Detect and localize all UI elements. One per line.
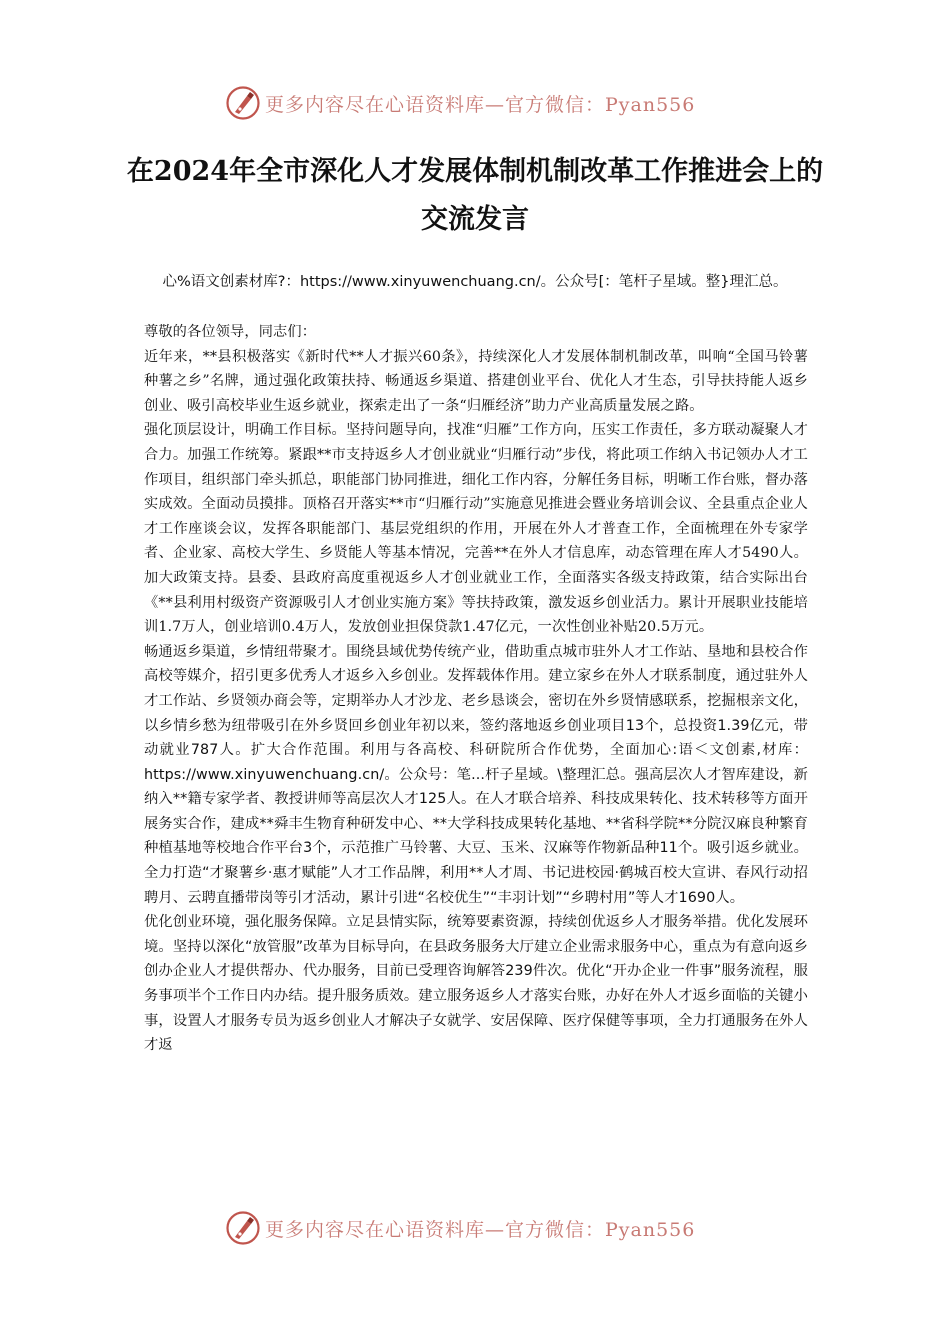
paragraph-top-level-design: 强化顶层设计，明确工作目标。坚持问题导向，找准“归雁”工作方向，压实工作责任，多方联动凝聚人才合力。加强工作统筹。紧跟**市支持返乡人才创业就业“归雁行动”步伐，将此项工作纳入书记领办人才工作项目，组织部门牵头抓总，职能部门协同推进，细化工作内容，分解任务目标，明晰工作台账，督办落实成效。全面动员摸排。顶格召开落实**市“归雁行动”实施意见推进会暨业务培训会议、全县重点企业人才工作座谈会议，发挥各职能部门、基层党组织的作用，开展在外人才普查工作，全面梳理在外专家学者、企业家、高校大学生、乡贤能人等基本情况，完善**在外人才信息库，动态管理在库人才5490人。加大政策支持。县委、县政府高度重视返乡人才创业就业工作，全面落实各级支持政策，结合实际出台《**县利用村级资产资源吸引人才创业实施方案》等扶持政策，激发返乡创业活力。累计开展职业技能培训1.7万人，创业培训0.4万人，发放创业担保贷款1.47亿元，一次性创业补贴20.5万元。 [144, 422, 808, 636]
footer-banner [225, 1206, 725, 1250]
paragraph-intro: 近年来，**县积极落实《新时代**人才振兴60条》，持续深化人才发展体制机制改革，叫响“全国马铃薯种薯之乡”名牌，通过强化政策扶持、畅通返乡渠道、搭建创业平台、优化人才生态，引导扶持能人返乡创业、吸引高校毕业生返乡就业，探索走出了一条“归雁经济”助力产业高质量发展之路。 [144, 348, 808, 414]
pen-nib-logo-icon [225, 85, 261, 121]
pen-nib-logo-icon [225, 1210, 261, 1246]
paragraph-business-environment: 优化创业环境，强化服务保障。立足县情实际，统筹要素资源，持续创优返乡人才服务举措。优化发展环境。坚持以深化“放管服”改革为目标导向，在县政务服务大厅建立企业需求服务中心，重点为有意向返乡创办企业人才提供帮办、代办服务，目前已受理咨询解答239件次。优化“开办企业一件事”服务流程，服务事项半个工作日内办结。提升服务质效。建立服务返乡人才落实台账，办好在外人才返乡面临的关键小事，设置人才服务专员为返乡创业人才解决子女就学、安居保障、医疗保健等事项，全力打通服务在外人才返 [144, 914, 808, 1054]
paragraph-return-channels: 畅通返乡渠道，乡情纽带聚才。围绕县域优势传统产业，借助重点城市驻外人才工作站、垦地和县校合作高校等媒介，招引更多优秀人才返乡入乡创业。发挥载体作用。建立家乡在外人才联系制度，通过驻外人才工作站、乡贤领办商会等，定期举办人才沙龙、老乡恳谈会，密切在外乡贤情感联系，挖掘根亲文化，以乡情乡愁为纽带吸引在外乡贤回乡创业年初以来，签约落地返乡创业项目13个，总投资1.39亿元，带动就业787人。扩大合作范围。利用与各高校、科研院所合作优势，全面加心:语＜文创素,材库：https://www.xinyuwenchuang.cn/。公众号：笔...杆子星域。\整理汇总。强高层次人才智库建设，新纳入**籍专家学者、教授讲师等高层次人才125人。在人才联合培养、科技成果转化、技术转移等方面开展务实合作，建成**舜丰生物育种研发中心、**大学科技成果转化基地、**省科学院**分院汉麻良种繁育种植基地等校地合作平台3个，示范推广马铃薯、大豆、玉米、汉麻等作物新品种11个。吸引返乡就业。全力打造“才聚薯乡·惠才赋能”人才工作品牌，利用**人才周、书记进校园·鹤城百校大宣讲、春风行动招聘月、云聘直播带岗等引才活动，累计引进“名校优生”“丰羽计划”“乡聘村用”等人才1690人。 [144, 643, 808, 906]
header-banner [225, 81, 725, 125]
document-body [144, 320, 808, 1058]
document-title: 在2024年全市深化人才发展体制机制改革工作推进会上的交流发言 [126, 156, 824, 235]
banner-text: 更多内容尽在心语资料库—官方微信：Pyan556 [265, 93, 696, 116]
source-line: 心%语文创素材库?：https://www.xinyuwenchuang.cn/。公众号[：笔杆子星域。整}理汇总。 [162, 274, 788, 290]
banner-text: 更多内容尽在心语资料库—官方微信：Pyan556 [265, 1218, 696, 1241]
salutation: 尊敬的各位领导，同志们： [144, 324, 317, 340]
